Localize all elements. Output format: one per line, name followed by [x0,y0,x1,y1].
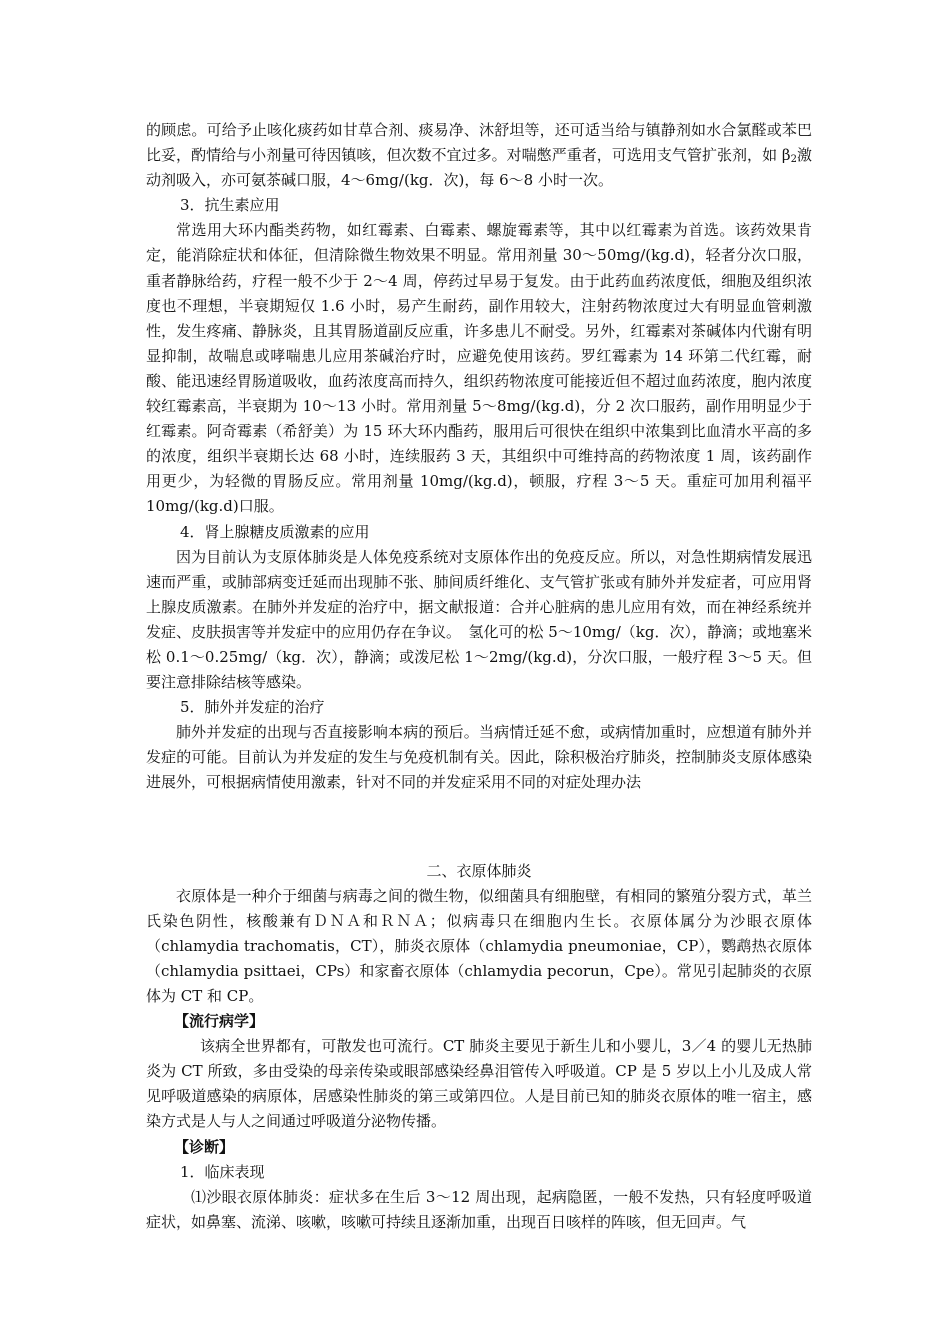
paragraph-text: 激动剂吸入，亦可氨茶碱口服，4～6mg/(kg．次)，每 6～8 小时一次。 [146,146,812,190]
paragraph-complications: 肺外并发症的出现与否直接影响本病的预后。当病情迁延不愈，或病情加重时，应想道有肺外并发症的可能。目前认为并发症的发生与免疫机制有关。因此，除积极治疗肺炎，控制肺炎支原体感染进展外，可根据病情使用激素，针对不同的并发症采用不同的对症处理办法 [146,723,812,792]
paragraph-chlamydia-intro: 衣原体是一种介于细菌与病毒之间的微生物，似细菌具有细胞壁，有相同的繁殖分裂方式，革兰氏染色阴性，核酸兼有ＤＮＡ和ＲＮＡ；似病毒只在细胞内生长。衣原体属分为沙眼衣原体（chlamydia trachomatis，CT），肺炎衣原体（chlamydia pneumoniae，CP），鹦鹉热衣原体（chlamydia psittaei，CPs）和家畜衣原体（chlamydia pecorun，Cpe）。常见引起肺炎的衣原体为 CT 和 CP。 [146,886,812,1005]
heading-complications: 5．肺外并发症的治疗 [180,698,325,717]
subscript: 2 [790,154,797,166]
section-gap [146,796,812,859]
paragraph-sedation [146,118,812,193]
paragraph-epidemiology: 该病全世界都有，可散发也可流行。CT 肺炎主要见于新生儿和小婴儿，3／4 的婴儿无热肺炎为 CT 所致，多由受染的母亲传染或眼部感染经鼻泪管传入呼吸道。CP 是 5 岁以上小儿及成人常见呼吸道感染的病原体，居感染性肺炎的第三或第四位。人是目前已知的肺炎衣原体的唯一宿主，感染方式是人与人之间通过呼吸道分泌物传播。 [146,1037,812,1131]
paragraph-corticosteroids: 因为目前认为支原体肺炎是人体免疫系统对支原体作出的免疫反应。所以，对急性期病情发展迅速而严重，或肺部病变迁延而出现肺不张、肺间质纤维化、支气管扩张或有肺外并发症者，可应用肾上腺皮质激素。在肺外并发症的治疗中，据文献报道：合并心脏病的患儿应用有效，而在神经系统并发症、皮肤损害等并发症中的应用仍存在争议。 氢化可的松 5～10mg/（kg．次），静滴；或地塞米松 0.1～0.25mg/（kg．次），静滴；或泼尼松 1～2mg/(kg.d)，分次口服，一般疗程 3～5 天。但要注意排除结核等感染。 [146,547,812,692]
heading-antibiotics: 3．抗生素应用 [180,196,280,215]
heading-corticosteroids: 4．肾上腺糖皮质激素的应用 [180,522,370,541]
heading-diagnosis: 【诊断】 [174,1137,235,1156]
heading-epidemiology: 【流行病学】 [174,1012,265,1031]
section-title-chlamydia: 二、衣原体肺炎 [426,861,532,880]
paragraph-ct-pneumonia: ⑴沙眼衣原体肺炎：症状多在生后 3～12 周出现，起病隐匿，一般不发热，只有轻度呼吸道症状，如鼻塞、流涕、咳嗽，咳嗽可持续且逐渐加重，出现百日咳样的阵咳，但无回声。气 [146,1187,812,1231]
text-column [146,118,812,1235]
heading-clinical: 1．临床表现 [180,1162,265,1181]
paragraph-antibiotics: 常选用大环内酯类药物，如红霉素、白霉素、螺旋霉素等，其中以红霉素为首选。该药效果肯定，能消除症状和体征，但清除微生物效果不明显。常用剂量 30～50mg/(kg.d)，轻者分次口服，重者静脉给药，疗程一般不少于 2～4 周，停药过早易于复发。由于此药血药浓度低，细胞及组织浓度也不理想，半衰期短仅 1.6 小时，易产生耐药，副作用较大，注射药物浓度过大有明显血管刺激性，发生疼痛、静脉炎，且其胃肠道副反应重，许多患儿不耐受。另外，红霉素对茶碱体内代谢有明显抑制，故喘息或哮喘患儿应用茶碱治疗时，应避免使用该药。罗红霉素为 14 环第二代红霉，耐酸、能迅速经胃肠道吸收，血药浓度高而持久，组织药物浓度可能接近但不超过血药浓度，胞内浓度较红霉素高，半衰期为 10～13 小时。常用剂量 5～8mg/(kg.d)，分 2 次口服药，副作用明显少于红霉素。阿奇霉素（希舒美）为 15 环大环内酯药，服用后可很快在组织中浓集到比血清水平高的多的浓度，组织半衰期长达 68 小时，连续服药 3 天，其组织中可维持高的药物浓度 1 周，该药副作用更少，为轻微的胃肠反应。常用剂量 10mg/(kg.d)，顿服，疗程 3～5 天。重症可加用利福平 10mg/(kg.d)口服。 [146,221,812,516]
paragraph-text: 的顾虑。可给予止咳化痰药如甘草合剂、痰易净、沐舒坦等，还可适当给与镇静剂如水合氯醛或苯巴比妥，酌情给与小剂量可待因镇咳，但次数不宜过多。对喘憋严重者，可选用支气管扩张剂，如 β [146,121,812,165]
